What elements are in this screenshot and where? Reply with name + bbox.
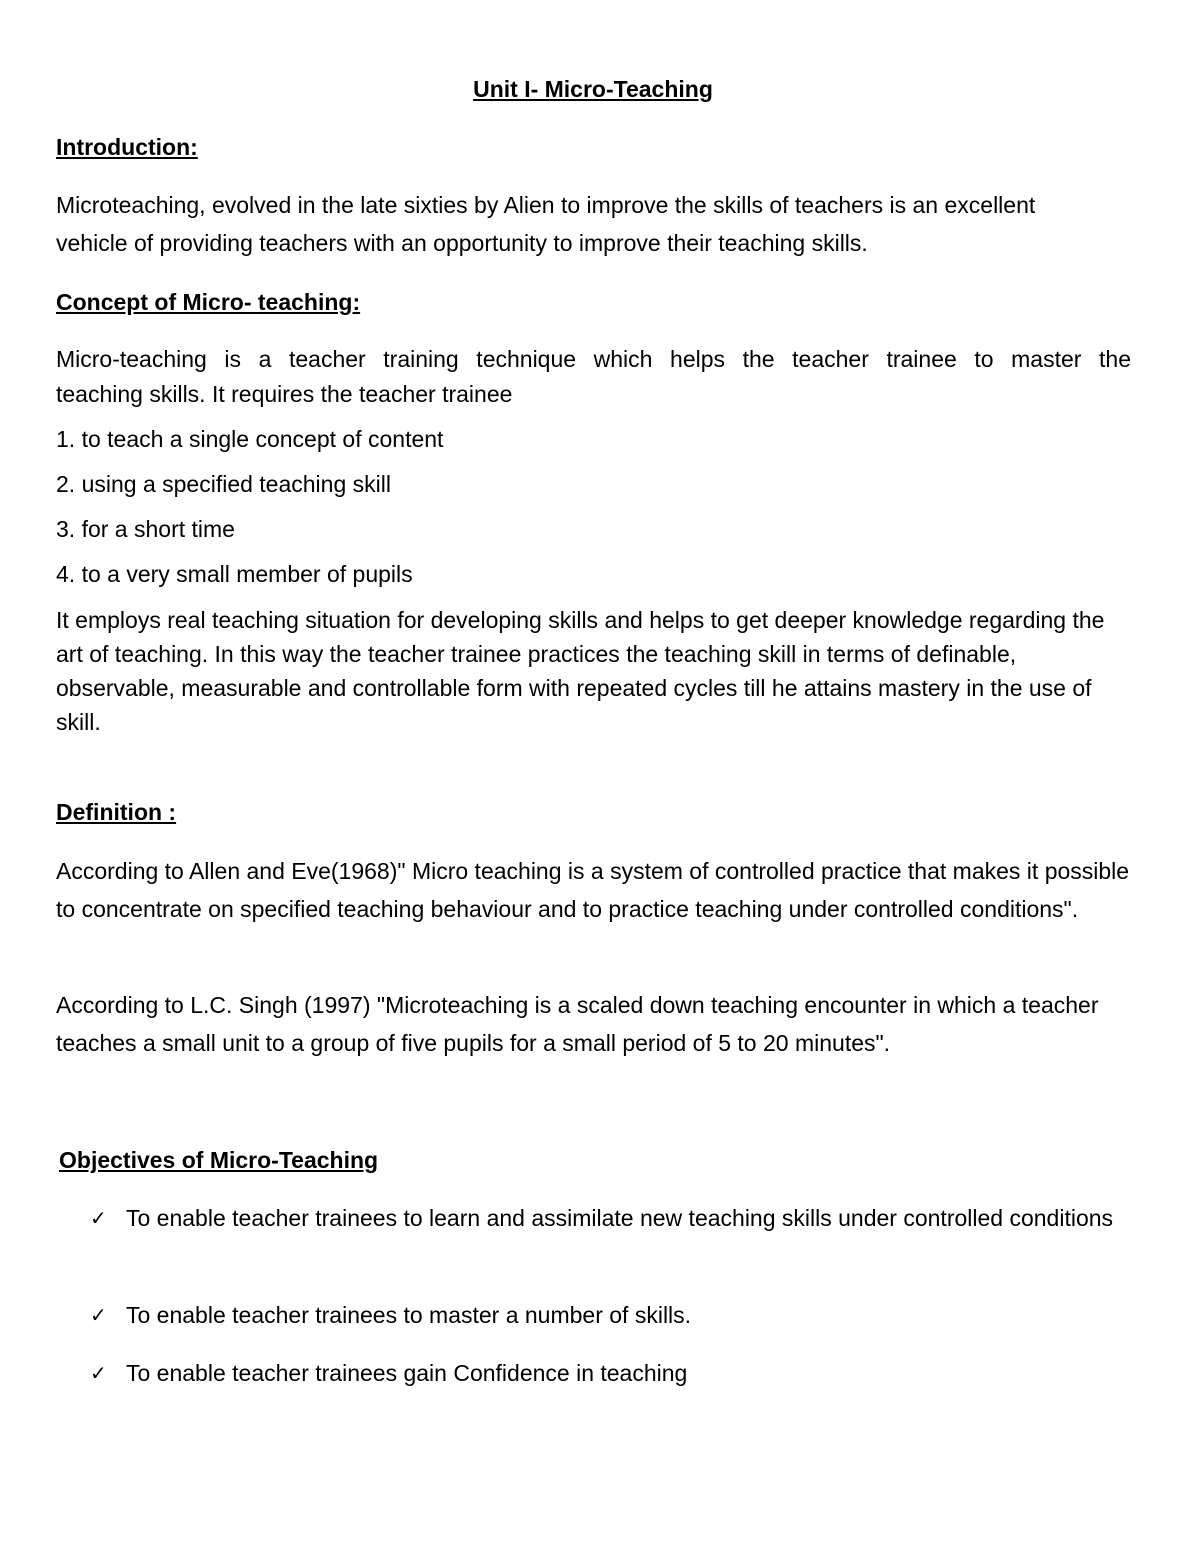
objective-item (90, 1354, 1140, 1392)
concept-list-item: 3. for a short time (56, 516, 235, 542)
objective-text: To enable teacher trainees to learn and assimilate new teaching skills under controlled conditions (126, 1205, 1114, 1231)
concept-list-item: 2. using a specified teaching skill (56, 471, 391, 497)
introduction-text: Microteaching, evolved in the late sixties by Alien to improve the skills of teachers is an excellent vehicle of providing teachers with an opportunity to improve their teaching skills. (56, 192, 1036, 256)
definition-singh: According to L.C. Singh (1997) "Microteaching is a scaled down teaching encounter in which a teacher teaches a small unit to a group of five pupils for a small period of 5 to 20 minutes". (56, 992, 1099, 1056)
definition-heading: Definition : (56, 799, 177, 825)
check-icon: ✓ (90, 1303, 107, 1327)
concept-intro-line-1: Micro-teaching is a teacher training technique which helps the teacher trainee to master the (56, 346, 1131, 372)
objective-text: To enable teacher trainees to master a number of skills. (126, 1302, 692, 1328)
concept-intro-line-2: teaching skills. It requires the teacher trainee (56, 381, 513, 407)
objective-item (90, 1296, 1140, 1334)
definition-allen: According to Allen and Eve(1968)" Micro teaching is a system of controlled practice that makes it possible to concentrate on specified teaching behaviour and to practice teaching under controlled conditions". (56, 858, 1130, 922)
objective-item (90, 1199, 1140, 1237)
concept-list-item: 4. to a very small member of pupils (56, 561, 413, 587)
check-icon: ✓ (90, 1206, 107, 1230)
concept-list-item: 1. to teach a single concept of content (56, 426, 444, 452)
introduction-heading: Introduction: (56, 134, 198, 160)
concept-heading: Concept of Micro- teaching: (56, 289, 361, 315)
concept-paragraph: It employs real teaching situation for developing skills and helps to get deeper knowledge regarding the art of teaching. In this way the teacher trainee practices the teaching skill in terms of definable, observable, measurable and controllable form with repeated cycles till he attains mastery in the use of skill. (56, 607, 1105, 735)
check-icon: ✓ (90, 1361, 107, 1385)
objective-text: To enable teacher trainees gain Confidence in teaching (126, 1360, 688, 1386)
page-title: Unit I- Micro-Teaching (473, 76, 713, 102)
objectives-heading: Objectives of Micro-Teaching (59, 1147, 379, 1173)
